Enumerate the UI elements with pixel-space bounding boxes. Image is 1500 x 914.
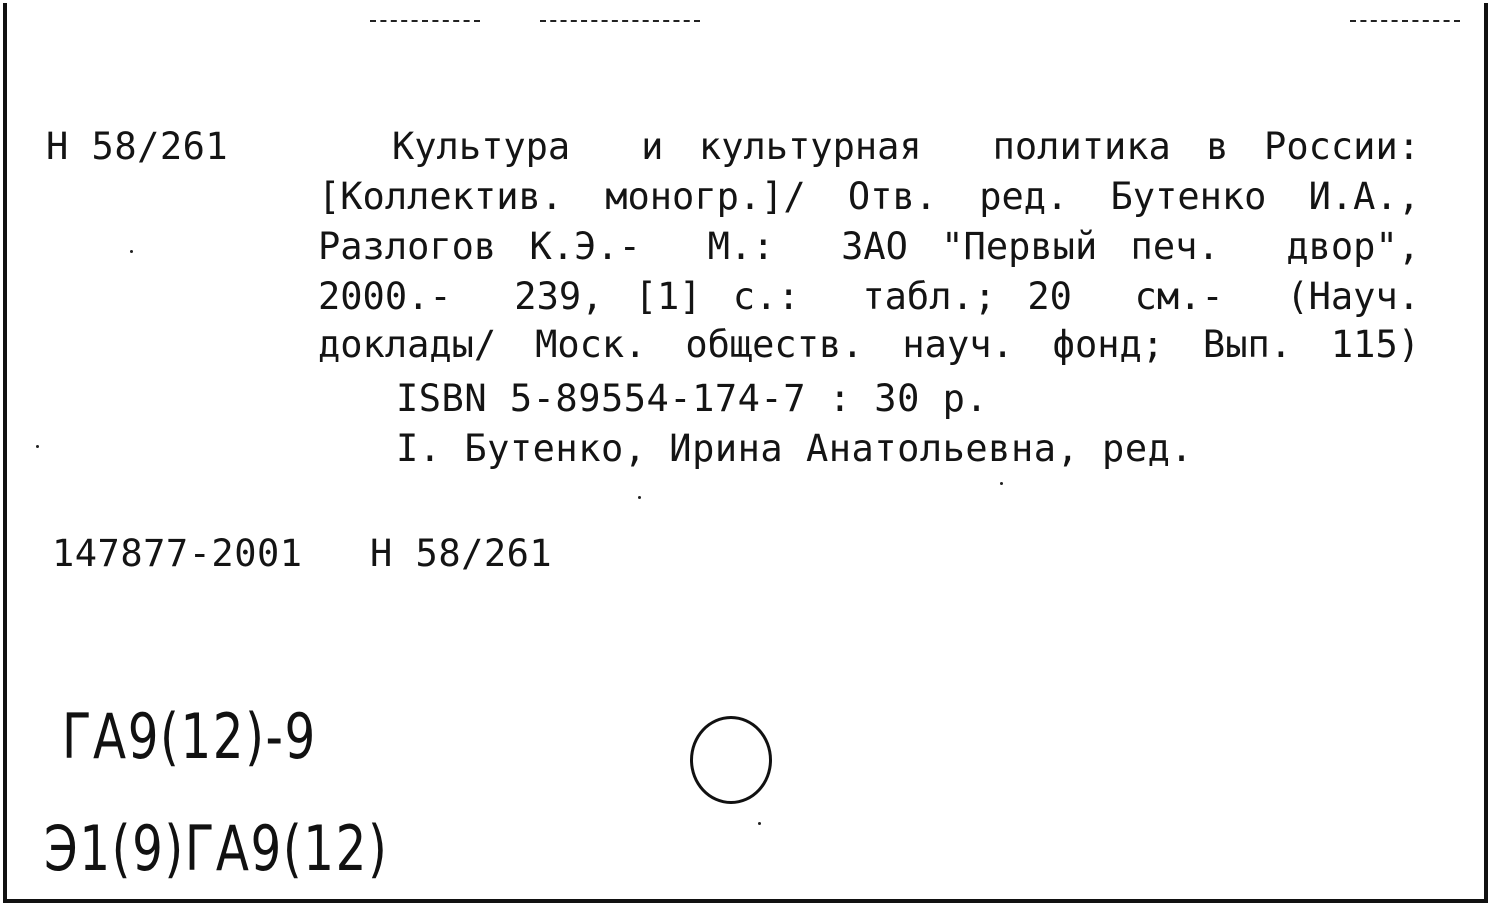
speck xyxy=(1000,482,1003,485)
top-edge-marks xyxy=(370,20,480,22)
top-edge-marks xyxy=(1350,20,1460,22)
speck xyxy=(638,496,641,499)
description-line-3: Разлогов К.Э.- М.: ЗАО "Первый печ. двор", xyxy=(318,225,1420,268)
isbn-line: ISBN 5-89554-174-7 : 30 р. xyxy=(396,377,989,420)
handwritten-code-1: ГА9(12)-9 xyxy=(62,700,317,773)
punch-hole xyxy=(690,716,772,804)
added-entry: I. Бутенко, Ирина Анатольевна, ред. xyxy=(396,427,1194,470)
top-edge-marks xyxy=(540,20,700,22)
description-line-5: доклады/ Моск. обществ. науч. фонд; Вып. 115) xyxy=(318,323,1420,366)
call-number: Н 58/261 xyxy=(46,125,229,168)
accession-call-number: Н 58/261 xyxy=(370,532,553,575)
handwritten-code-2: Э1(9)ГА9(12) xyxy=(44,812,389,885)
speck xyxy=(758,822,761,825)
speck xyxy=(130,250,133,253)
speck xyxy=(36,445,39,448)
description-line-4: 2000.- 239, [1] с.: табл.; 20 см.- (Науч. xyxy=(318,275,1420,318)
accession-number: 147877-2001 xyxy=(52,532,303,575)
description-line-1: Культура и культурная политика в России: xyxy=(392,125,1420,168)
description-line-2: [Коллектив. моногр.]/ Отв. ред. Бутенко И.А., xyxy=(318,175,1420,218)
